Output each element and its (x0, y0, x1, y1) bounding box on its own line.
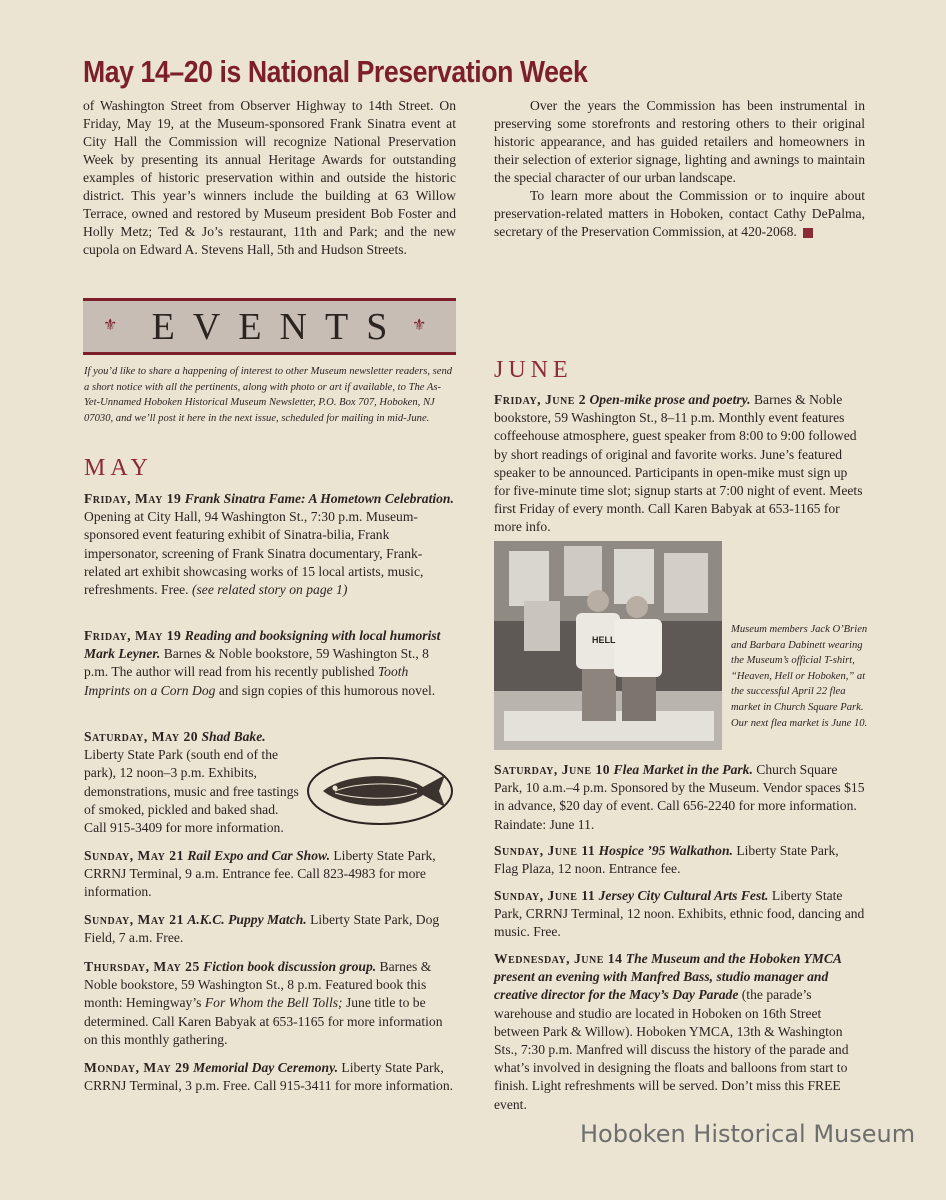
event-june-2-open-mike (494, 391, 866, 537)
event-body: (the parade’s warehouse and studio are located in Hoboken on 16th Street between Park & Willow). Hoboken YMCA, 13th & Washington Sts., 7:30 p.m. Manfred will discuss the history of the parade and what’s involved in designing the floats and balloons from start to finish. Light refreshments will be served. Don’t miss this FREE event. (494, 987, 849, 1112)
ornament-left-icon: ⚜ (103, 317, 118, 334)
event-body: Liberty State Park, CRRNJ Terminal, 9 a.m. Entrance fee. Call 823-4983 for more information. (84, 848, 436, 900)
event-body: Liberty State Park, Flag Plaza, 12 noon. Entrance fee. (494, 843, 839, 877)
events-banner (83, 298, 456, 355)
event-title: Hospice ’95 Walkathon. (598, 843, 733, 858)
event-title: Fiction book discussion group. (203, 959, 377, 974)
event-body: Barnes & Noble bookstore, 59 Washington St., 8 p.m. The author will read from his recently published (84, 646, 429, 680)
event-book-title: Tooth Imprints on a Corn Dog (84, 664, 409, 698)
event-body-continued: and sign copies of this humorous novel. (218, 682, 436, 698)
event-day: Saturday, May 20 (84, 729, 199, 744)
event-body-continued: June title to be determined. Call Karen Babyak at 653-1165 for more information on this monthly gathering. (84, 995, 443, 1047)
may-heading-text: MAY (84, 455, 153, 481)
flea-market-photo (494, 541, 722, 750)
events-intro: If you’d like to share a happening of interest to other Museum newsletter readers, send a short notice with all the pertinents, along with photo or art if available, to The As-Yet-Unnamed Hoboken Historical Museum Newsletter, P.O. Box 707, Hoboken, NJ 07030, and we’ll post it here in the next issue, scheduled for mailing in mid-June. (84, 366, 453, 424)
event-may-19-sinatra (84, 490, 456, 599)
month-heading-may (84, 455, 153, 482)
photo-caption: Museum members Jack O’Brien and Barbara Dabinett wearing the Museum’s official T-shirt, “Heaven, Hell or Hoboken,” at the successful April 22 flea market in Church Square Park. Our next flea market is June 10. (731, 624, 868, 729)
event-book-title: For Whom the Bell Tolls; (204, 995, 343, 1011)
event-title: Memorial Day Ceremony. (193, 1060, 338, 1075)
event-body: Liberty State Park, CRRNJ Terminal, 12 noon. Exhibits, ethnic food, dancing and music. Free. (494, 888, 865, 940)
month-heading-june (494, 357, 573, 384)
shirt-text: HELL (592, 635, 616, 645)
intro-right-paragraph-2 (494, 187, 865, 241)
intro-left-text: of Washington Street from Observer Highway to 14th Street. On Friday, May 19, at the Museum-sponsored Frank Sinatra event at City Hall the Commission will recognize National Preservation Week by presenting its annual Heritage Awards for outstanding examples of historic preservation within and outside the historic district. This year’s winners include the building at 63 Willow Terrace, owned and restored by Museum president Bob Foster and Holly Metz; Ted & Jo’s restaurant, 11th and Park; and the new cupola on Edward A. Stevens Hall, 5th and Hudson Streets. (83, 98, 456, 257)
event-day: Sunday, May 21 (84, 848, 184, 863)
event-may-21-puppy-match (84, 911, 456, 947)
event-may-20-shad-bake (84, 728, 302, 837)
event-day: Friday, May 19 (84, 628, 182, 643)
event-title: Reading and booksigning with local humorist Mark Leyner. (84, 628, 441, 662)
event-june-10-flea-market (494, 761, 866, 834)
event-title: Flea Market in the Park. (613, 762, 753, 777)
event-day: Saturday, June 10 (494, 762, 611, 777)
event-june-14-macys-parade (494, 950, 866, 1114)
event-may-25-book-group (84, 958, 456, 1049)
event-body: Church Square Park, 10 a.m.–4 p.m. Sponsored by the Museum. Vendor spaces $15 in advance, $20 day of event. Call 656-2240 for more information. Raindate: June 11. (494, 762, 865, 832)
event-note: (see related story on page 1) (191, 582, 348, 598)
event-title: Jersey City Cultural Arts Fest. (598, 888, 769, 903)
event-day: Thursday, May 25 (84, 959, 200, 974)
event-may-29-memorial-day (84, 1059, 456, 1095)
event-day: Friday, June 2 (494, 392, 587, 407)
event-day: Friday, May 19 (84, 491, 182, 506)
event-june-11-walkathon (494, 842, 866, 878)
intro-right-column (494, 97, 865, 241)
event-title: Rail Expo and Car Show. (187, 848, 330, 863)
event-day: Monday, May 29 (84, 1060, 190, 1075)
event-body: Barnes & Noble bookstore, 59 Washington St., 8 p.m. Featured book this month: Hemingway’s (84, 959, 432, 1011)
event-title: The Museum and the Hoboken YMCA present an evening with Manfred Bass, studio manager and creative director for the Macy’s Day Parade (494, 951, 842, 1003)
event-title: Shad Bake. (201, 729, 266, 744)
end-mark-icon (803, 228, 813, 238)
event-may-19-reading (84, 627, 456, 700)
event-title: Frank Sinatra Fame: A Hometown Celebration. (184, 491, 454, 506)
intro-left-column (83, 97, 456, 259)
ornament-right-icon: ⚜ (412, 317, 427, 334)
event-june-11-arts-fest (494, 887, 866, 942)
event-title: A.K.C. Puppy Match. (187, 912, 307, 927)
event-day: Sunday, May 21 (84, 912, 184, 927)
event-body: Liberty State Park, CRRNJ Terminal, 3 p.m. Free. Call 915-3411 for more information. (84, 1060, 454, 1094)
event-title: Open-mike prose and poetry. (589, 392, 751, 407)
event-body: Opening at City Hall, 94 Washington St., 7:30 p.m. Museum-sponsored event featuring exhibit of Sinatra-bilia, Frank impersonator, screening of Frank Sinatra documentary, Frank-related art exhibit showcasing works of 15 local artists, music, refreshments. Free. (84, 509, 424, 598)
event-may-21-rail-expo (84, 847, 456, 902)
event-day: Sunday, June 11 (494, 888, 596, 903)
june-heading-text: JUNE (494, 357, 573, 383)
contact-text: To learn more about the Commission or to inquire about preservation-related matters in Hoboken, contact Cathy DePalma, secretary of the Preservation Commission, at 420-2068. (494, 188, 865, 239)
event-day: Wednesday, June 14 (494, 951, 623, 966)
page-title: May 14–20 is National Preservation Week (83, 54, 588, 89)
intro-right-paragraph-1: Over the years the Commission has been instrumental in preserving some storefronts and restoring others to their original historic appearance, and has guided retailers and homeowners in their selection of exterior signage, lighting and awnings to maintain the special character of our urban landscape. (494, 98, 865, 185)
events-banner-title: EVENTS (151, 305, 406, 348)
photo-illustration (494, 541, 722, 750)
event-body: Barnes & Noble bookstore, 59 Washington St., 8–11 p.m. Monthly event features coffeehouse atmosphere, guest speaker from 8:00 to 9:00 followed by short readings of original and favorite works. June’s featured speaker to be announced. Participants in open-mike must sign up for five-minute time slot; signup starts at 7:00 night of event. Meets first Friday of every month. Call Karen Babyak at 653-1165 for more info. (494, 392, 863, 535)
event-body: Liberty State Park, Dog Field, 7 a.m. Free. (84, 912, 440, 946)
event-body: Liberty State Park (south end of the park), 12 noon–3 p.m. Exhibits, demonstrations, music and free tastings of smoked, pickled and baked shad. Call 915-3409 for more information. (84, 747, 299, 836)
shad-fish-illustration (305, 755, 455, 827)
event-day: Sunday, June 11 (494, 843, 596, 858)
watermark: Hoboken Historical Museum (580, 1120, 916, 1148)
